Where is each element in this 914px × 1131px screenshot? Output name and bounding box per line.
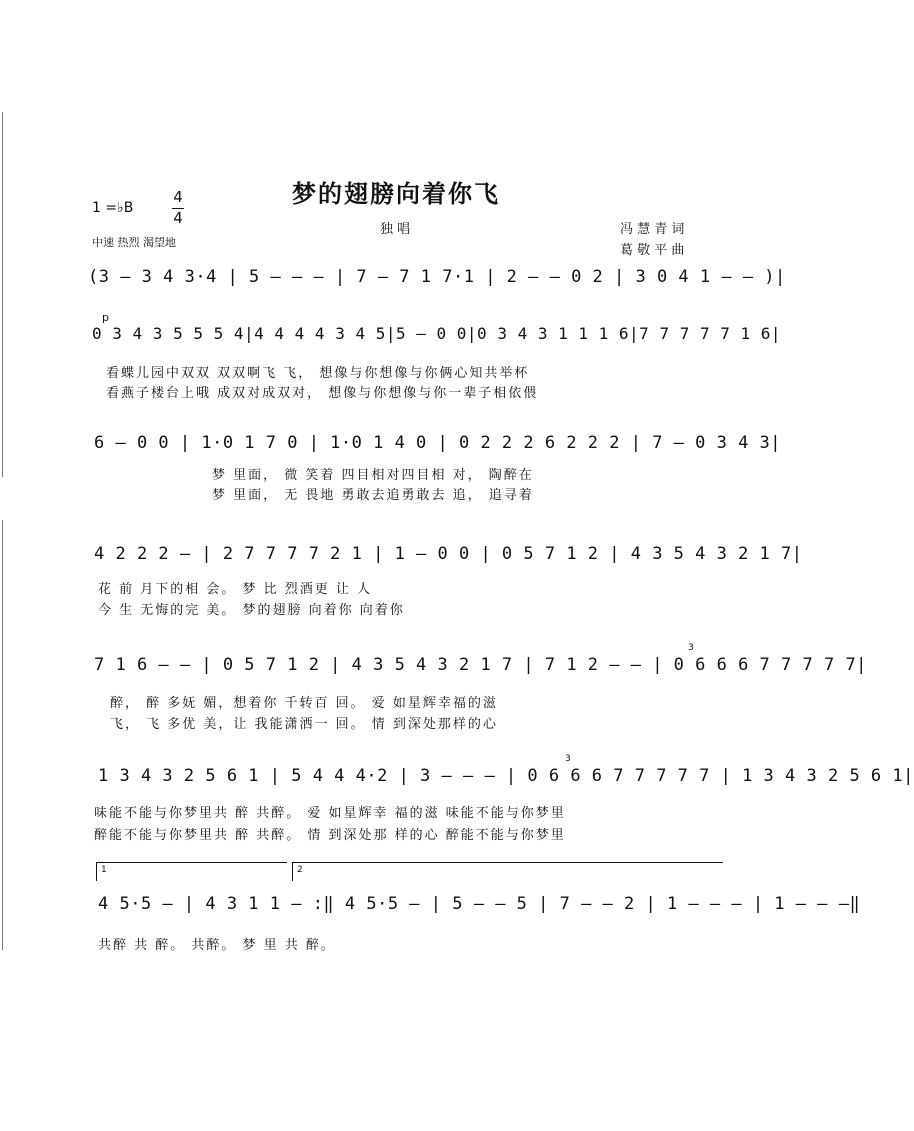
notation-row: 4 5·5 — | 4 3 1 1 — :‖ 4 5·5 — | 5 — — 5 | 7 — — 2 | 1 — — — | 1 — — —‖ <box>98 894 861 914</box>
key-signature: 1 =♭B <box>92 200 134 216</box>
lyric-line: 味能不能与你梦里共 醉 共醉。 爱 如星辉幸 福的滋 味能不能与你梦里 <box>94 806 566 821</box>
lyric-line: 花 前 月下的相 会。 梦 比 烈酒更 让 人 <box>98 582 373 597</box>
time-signature-denominator: 4 <box>173 209 183 227</box>
dynamic-marking: p <box>102 311 109 324</box>
tempo-marking: 中速 热烈 渴望地 <box>92 236 176 249</box>
left-margin-line-bottom <box>2 520 3 950</box>
lyric-line: 看蝶儿园中双双 双双啊飞 飞， 想像与你想像与你俩心知共举杯 <box>106 366 530 381</box>
notation-row: (3 — 3 4 3·4 | 5 — — — | 7 — 7 1 7·1 | 2 — — 0 2 | 3 0 4 1 — — )| <box>88 267 786 287</box>
lyric-line: 梦 里面， 微 笑着 四目相对四目相 对， 陶醉在 <box>212 468 534 483</box>
notation-row: 1 3 4 3 2 5 6 1 | 5 4 4 4·2 | 3 — — — | 0 6 6 6 7 7 7 7 7 | 1 3 4 3 2 5 6 1| <box>98 766 914 786</box>
lyric-line: 飞， 飞 多优 美，让 我能潇洒一 回。 情 到深处那样的心 <box>110 717 498 732</box>
left-margin-line-top <box>2 112 3 477</box>
notation-row: 7 1 6 — — | 0 5 7 1 2 | 4 3 5 4 3 2 1 7 | 7 1 2 — — | 0 6 6 6 7 7 7 7 7| <box>94 655 867 675</box>
lyric-line: 共醉 共 醉。 共醉。 梦 里 共 醉。 <box>98 938 336 953</box>
volta-bracket-first-ending <box>96 862 287 881</box>
lyric-line: 醉， 醉 多妩 媚，想着你 千转百 回。 爱 如星辉幸福的滋 <box>110 696 498 711</box>
lyric-line: 梦 里面， 无 畏地 勇敢去追勇敢去 追， 追寻着 <box>212 488 534 503</box>
triplet-marking: 3 <box>688 643 694 653</box>
lyric-line: 今 生 无悔的完 美。 梦的翅膀 向着你 向着你 <box>98 603 405 618</box>
volta-number: 2 <box>297 865 303 875</box>
lyric-line: 醉能不能与你梦里共 醉 共醉。 情 到深处那 样的心 醉能不能与你梦里 <box>94 828 566 843</box>
time-signature-numerator: 4 <box>173 188 183 206</box>
notation-row: 4 2 2 2 — | 2 7 7 7 7 2 1 | 1 — 0 0 | 0 5 7 1 2 | 4 3 5 4 3 2 1 7| <box>94 544 803 564</box>
lyric-line: 看燕子楼台上哦 成双对成双对， 想像与你想像与你一辈子相依偎 <box>106 386 539 401</box>
volta-bracket-second-ending <box>292 862 723 881</box>
song-title: 梦的翅膀向着你飞 <box>292 179 500 208</box>
triplet-marking: 3 <box>565 754 571 764</box>
notation-row: 0 3 4 3 5 5 5 4|4 4 4 4 3 4 5|5 — 0 0|0 3 4 3 1 1 1 6|7 7 7 7 7 1 6| <box>92 324 782 343</box>
performance-type: 独 唱 <box>380 222 411 237</box>
lyricist-credit: 冯 慧 青 词 <box>620 222 685 237</box>
composer-credit: 葛 敬 平 曲 <box>620 243 685 258</box>
volta-number: 1 <box>101 865 107 875</box>
notation-row: 6 — 0 0 | 1·0 1 7 0 | 1·0 1 4 0 | 0 2 2 2 6 2 2 2 | 7 — 0 3 4 3| <box>94 433 782 453</box>
